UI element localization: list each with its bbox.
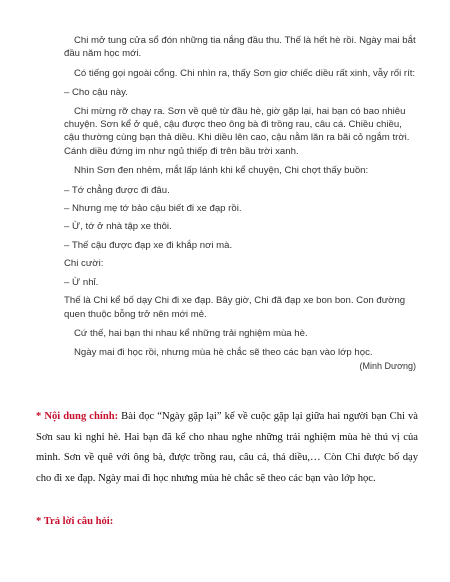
dialogue-line: – Ừ, tớ ở nhà tập xe thôi. <box>64 221 172 233</box>
summary-text: Bài đọc “Ngày gặp lại” kể về cuộc gặp lại giữa hai người bạn Chi và Sơn sau kì nghỉ hè. Hai bạn đã kể cho nhau nghe những trải nghiệm mùa hè thú vị của mình. Sơn về quê với ông bà, được trồng rau, câu cá, thả diều,… Còn Chi được bố dạy cho đi xe đạp. Ngày mai đi học nhưng mùa hè chắc sẽ theo các bạn vào lớp học. <box>36 411 418 484</box>
answer-section <box>36 512 113 532</box>
story-paragraph: Có tiếng gọi ngoài cổng. Chi nhìn ra, thấy Sơn giơ chiếc diều rất xinh, vẫy rối rít: <box>74 67 416 79</box>
story-paragraph: Chi mở tung cửa sổ đón những tia nắng đầu thu. Thế là hết hè rồi. Ngày mai bắt đầu năm học mới. <box>64 35 416 60</box>
story-paragraph: Nhìn Sơn đen nhẻm, mắt lấp lánh khi kể chuyện, Chi chợt thấy buồn: <box>74 165 369 177</box>
story-text <box>64 34 416 373</box>
story-paragraph: Thế là Chi kể bố dạy Chi đi xe đạp. Bây giờ, Chi đã đạp xe bon bon. Con đường quen thuộc bỗng trở nên mới mẻ. <box>64 295 406 320</box>
dialogue-line: – Thế cậu được đạp xe đi khắp nơi mà. <box>64 239 233 251</box>
dialogue-line: – Nhưng mẹ tớ bảo cậu biết đi xe đạp rồi. <box>64 203 242 215</box>
summary-label: * Nội dung chính: <box>36 411 119 422</box>
story-paragraph: Chi mừng rỡ chạy ra. Sơn về quê từ đầu hè, giờ gặp lại, hai bạn có bao nhiêu chuyện. Sơn kể ở quê, cậu được theo ông bà đi trồng rau, câu cá. Chiều chiều, cậu thường cùng bạn thả diều. Khi diều lên cao, cậu nằm lăn ra bãi cỏ ngắm trời. Cánh diều đứng im như ngủ thiếp đi trên bầu trời xanh. <box>64 105 410 157</box>
answer-label: * Trả lời câu hỏi: <box>36 516 114 527</box>
story-paragraph: Chi cười: <box>64 258 104 270</box>
story-paragraph: Ngày mai đi học rồi, nhưng mùa hè chắc sẽ theo các bạn vào lớp học. <box>74 347 373 359</box>
main-content-summary <box>36 407 418 489</box>
story-paragraph: Cứ thế, hai bạn thi nhau kể những trải nghiệm mùa hè. <box>74 327 308 339</box>
dialogue-line: – Ừ nhỉ. <box>64 276 99 288</box>
author-credit: (Minh Dương) <box>359 360 416 371</box>
dialogue-line: – Tớ chẳng được đi đâu. <box>64 184 170 196</box>
dialogue-line: – Cho cậu này. <box>64 87 128 99</box>
